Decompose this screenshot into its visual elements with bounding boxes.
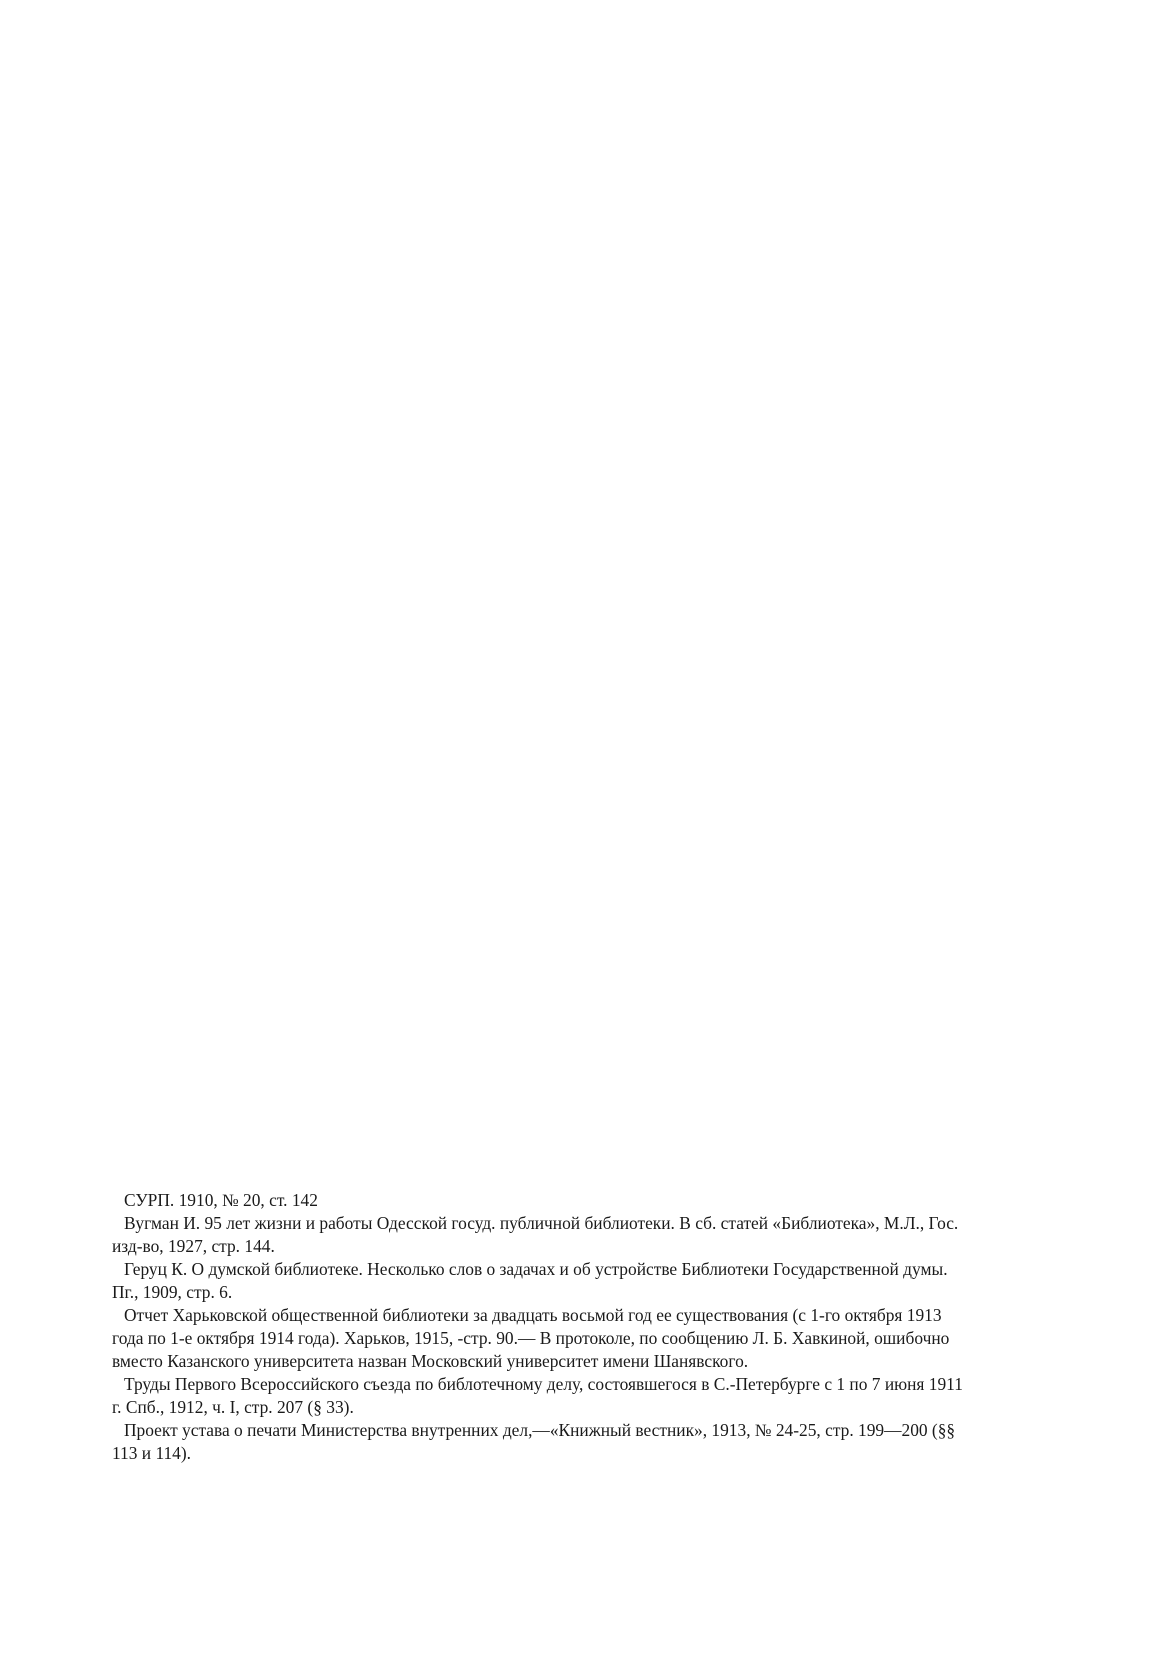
footnote-5: Труды Первого Всероссийского съезда по библотечному делу, состоявшегося в С.-Петербурге с 1 по 7 июня 1911 г. Спб., 1912, ч. I, стр. 207 (§ 33). xyxy=(112,1374,963,1417)
footnote-3: Геруц К. О думской библиотеке. Несколько слов о задачах и об устройстве Библиотеки Государственной думы. Пг., 1909, стр. 6. xyxy=(112,1259,948,1302)
footnote-4: Отчет Харьковской общественной библиотеки за двадцать восьмой год ее существования (с 1-го октября 1913 года по 1-е октября 1914 года). Харьков, 1915, -стр. 90.— В протоколе, по сообщению Л. Б. Хавкиной, ошибочно вместо Казанского университета назван Московский университет имени Шанявского. xyxy=(112,1305,950,1371)
footnote-1: СУРП. 1910, № 20, ст. 142 xyxy=(124,1190,318,1210)
footnote-2: Вугман И. 95 лет жизни и работы Одесской госуд. публичной библиотеки. В сб. статей «Библиотека», М.Л., Гос. изд-во, 1927, стр. 144. xyxy=(112,1213,959,1256)
footnote-6: Проект устава о печати Министерства внутренних дел,—«Книжный вестник», 1913, № 24-25, стр. 199—200 (§§ 113 и 114). xyxy=(112,1420,956,1463)
footnotes-section xyxy=(112,1189,972,1465)
